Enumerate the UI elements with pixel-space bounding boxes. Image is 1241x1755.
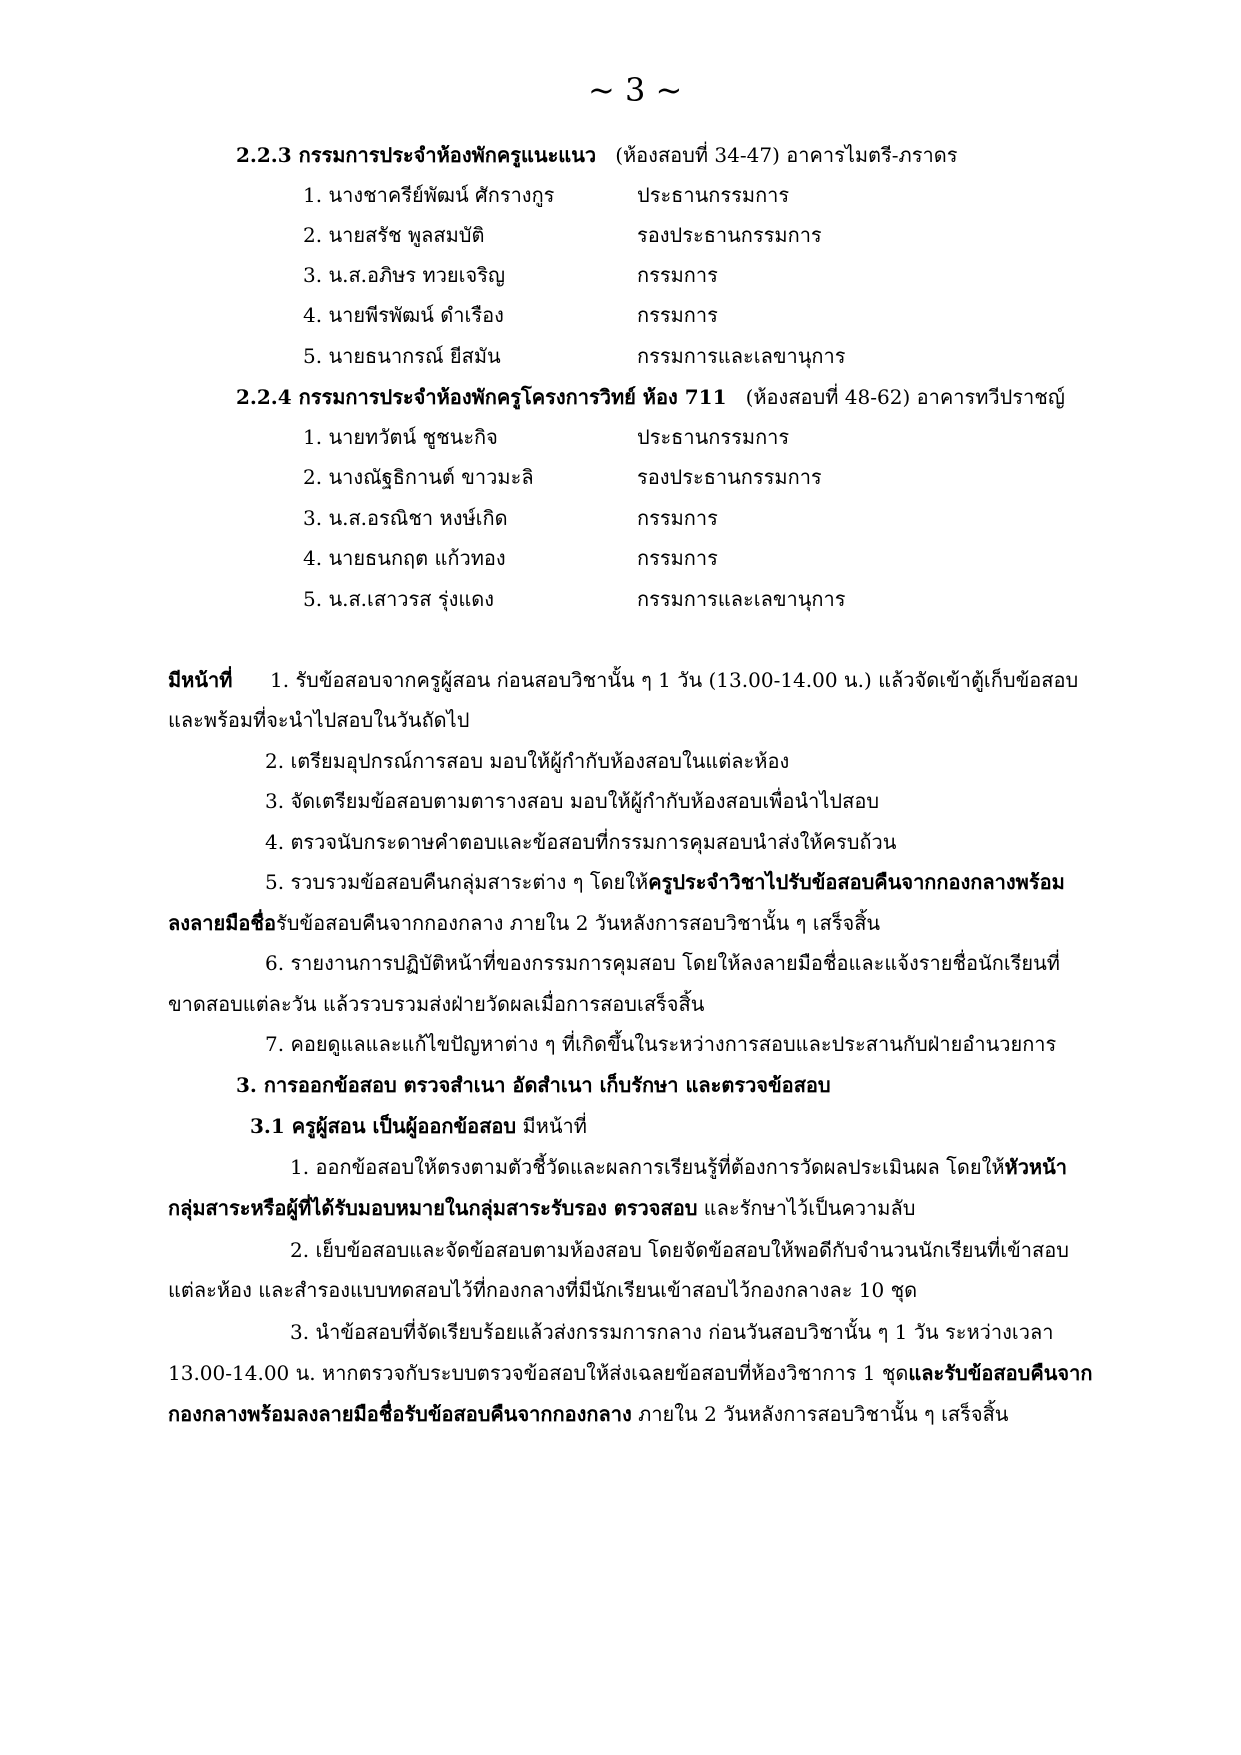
- section-location: (ห้องสอบที่ 34-47) อาคารไมตรี-ภราดร: [615, 143, 958, 167]
- member-name: 3. น.ส.อรณิชา หงษ์เกิด: [303, 506, 508, 530]
- member-role: ประธานกรรมการ: [637, 183, 790, 207]
- member-name: 4. นายพีรพัฒน์ ดำเรือง: [303, 303, 504, 327]
- member-role: รองประธานกรรมการ: [637, 223, 822, 247]
- item-text: 13.00-14.00 น. หากตรวจกับระบบตรวจข้อสอบให้ส่งเฉลยข้อสอบที่ห้องวิชาการ 1 ชุด: [168, 1361, 909, 1385]
- duty-text-bold: ครูประจำวิชาไปรับข้อสอบคืนจากกองกลางพร้อม: [648, 870, 1065, 894]
- member-name: 4. นายธนกฤต แก้วทอง: [303, 546, 506, 570]
- member-name: 2. นางณัฐธิกานต์ ขาวมะลิ: [303, 465, 534, 489]
- duties-label: มีหน้าที่: [168, 668, 233, 692]
- duty-item-cont: [168, 909, 880, 937]
- duty-item: 4. ตรวจนับกระดาษคำตอบและข้อสอบที่กรรมการคุมสอบนำส่งให้ครบถ้วน: [265, 830, 897, 854]
- member-role: กรรมการ: [637, 263, 718, 287]
- section-title: 2.2.4 กรรมการประจำห้องพักครูโครงการวิทย์ ห้อง 711: [236, 385, 727, 409]
- item-line-cont: [168, 1359, 1092, 1387]
- member-name: 5. น.ส.เสาวรส รุ่งแดง: [303, 587, 494, 611]
- item-text: ภายใน 2 วันหลังการสอบวิชานั้น ๆ เสร็จสิ้น: [631, 1402, 1009, 1426]
- item-text-bold: และรับข้อสอบคืนจาก: [908, 1361, 1093, 1385]
- member-role: กรรมการ: [637, 546, 718, 570]
- item-text: และรักษาไว้เป็นความลับ: [697, 1196, 916, 1220]
- item-text-bold: กองกลางพร้อมลงลายมือชื่อรับข้อสอบคืนจากกองกลาง: [168, 1402, 632, 1426]
- member-name: 1. นางชาครีย์พัฒน์ ศักรางกูร: [303, 183, 555, 207]
- section-3-heading: 3. การออกข้อสอบ ตรวจสำเนา อัดสำเนา เก็บรักษา และตรวจข้อสอบ: [236, 1073, 831, 1097]
- duty-text-bold: ลงลายมือชื่อ: [168, 911, 277, 935]
- duty-text: รับข้อสอบคืนจากกองกลาง ภายใน 2 วันหลังการสอบวิชานั้น ๆ เสร็จสิ้น: [276, 911, 881, 935]
- member-role: กรรมการและเลขานุการ: [637, 344, 846, 368]
- item-text-bold: หัวหน้า: [1004, 1155, 1068, 1179]
- duty-item: 7. คอยดูแลและแก้ไขปัญหาต่าง ๆ ที่เกิดขึ้นในระหว่างการสอบและประสานกับฝ่ายอำนวยการ: [265, 1032, 1057, 1056]
- member-name: 3. น.ส.อภิษร ทวยเจริญ: [303, 263, 505, 287]
- section-2-2-4-heading: [236, 383, 1065, 411]
- section-location: (ห้องสอบที่ 48-62) อาคารทวีปราชญ์: [745, 385, 1065, 409]
- item-text-bold: กลุ่มสาระหรือผู้ที่ได้รับมอบหมายในกลุ่มสาระรับรอง ตรวจสอบ: [168, 1196, 698, 1220]
- sub-title: 3.1 ครูผู้สอน เป็นผู้ออกข้อสอบ: [250, 1114, 517, 1138]
- member-name: 1. นายทวัตน์ ชูชนะกิจ: [303, 425, 498, 449]
- item-line-cont: แต่ละห้อง และสำรองแบบทดสอบไว้ที่กองกลางที่มีนักเรียนเข้าสอบไว้กองกลางละ 10 ชุด: [168, 1278, 918, 1302]
- member-role: กรรมการ: [637, 506, 718, 530]
- duty-item-cont: และพร้อมที่จะนำไปสอบในวันถัดไป: [168, 708, 470, 732]
- duty-item: 2. เตรียมอุปกรณ์การสอบ มอบให้ผู้กำกับห้องสอบในแต่ละห้อง: [265, 749, 790, 773]
- item-line-cont: [168, 1400, 1008, 1428]
- item-line-cont: [168, 1194, 915, 1222]
- member-role: กรรมการ: [637, 303, 718, 327]
- section-2-2-3-heading: [236, 141, 957, 169]
- duty-item: 3. จัดเตรียมข้อสอบตามตารางสอบ มอบให้ผู้กำกับห้องสอบเพื่อนำไปสอบ: [265, 789, 880, 813]
- member-role: ประธานกรรมการ: [637, 425, 790, 449]
- section-title: 2.2.3 กรรมการประจำห้องพักครูแนะแนว: [236, 143, 597, 167]
- duty-item: 6. รายงานการปฏิบัติหน้าที่ของกรรมการคุมสอบ โดยให้ลงลายมือชื่อและแจ้งรายชื่อนักเรียนที่: [265, 951, 1060, 975]
- item-line: 2. เย็บข้อสอบและจัดข้อสอบตามห้องสอบ โดยจัดข้อสอบให้พอดีกับจำนวนนักเรียนที่เข้าสอบ: [290, 1238, 1069, 1262]
- duty-item: 1. รับข้อสอบจากครูผู้สอน ก่อนสอบวิชานั้น ๆ 1 วัน (13.00-14.00 น.) แล้วจัดเข้าตู้เก็บข้อสอบ: [270, 668, 1079, 692]
- member-role: รองประธานกรรมการ: [637, 465, 822, 489]
- page-number: ~ 3 ~: [588, 71, 683, 109]
- duty-item-cont: ขาดสอบแต่ละวัน แล้วรวบรวมส่งฝ่ายวัดผลเมื่อการสอบเสร็จสิ้น: [168, 992, 705, 1016]
- member-role: กรรมการและเลขานุการ: [637, 587, 846, 611]
- item-line: [290, 1153, 1067, 1181]
- sub-tail: มีหน้าที่: [516, 1114, 587, 1138]
- section-3-1-heading: [250, 1112, 587, 1140]
- duty-text: 5. รวบรวมข้อสอบคืนกลุ่มสาระต่าง ๆ โดยให้: [265, 870, 649, 894]
- duty-item: [265, 868, 1065, 896]
- item-line: 3. นำข้อสอบที่จัดเรียบร้อยแล้วส่งกรรมการกลาง ก่อนวันสอบวิชานั้น ๆ 1 วัน ระหว่างเวลา: [290, 1320, 1054, 1344]
- member-name: 5. นายธนากรณ์ ยีสมัน: [303, 344, 501, 368]
- member-name: 2. นายสรัช พูลสมบัติ: [303, 223, 485, 247]
- item-text: 1. ออกข้อสอบให้ตรงตามตัวชี้วัดและผลการเรียนรู้ที่ต้องการวัดผลประเมินผล โดยให้: [290, 1155, 1005, 1179]
